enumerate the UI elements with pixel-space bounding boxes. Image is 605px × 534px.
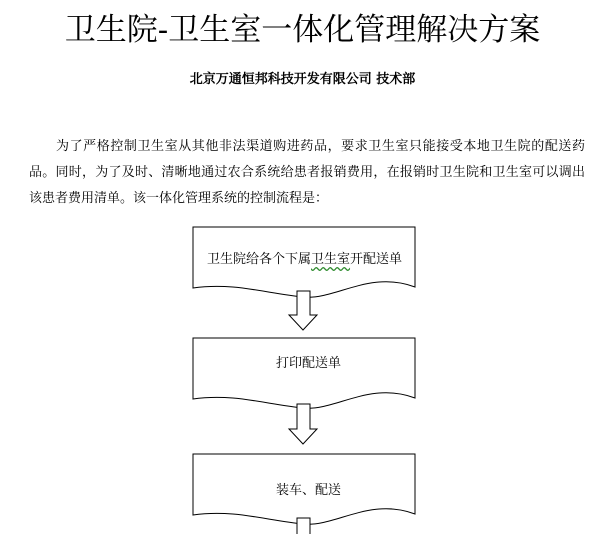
company-subtitle: 北京万通恒邦科技开发有限公司 技术部 — [189, 72, 416, 87]
flow-arrow-2 — [289, 404, 317, 444]
flow-arrow-3 — [297, 518, 310, 534]
intro-paragraph: 为了严格控制卫生室从其他非法渠道购进药品，要求卫生室只能接受本地卫生院的配送药品。同时，为了及时、清晰地通过农合系统给患者报销费用，在报销时卫生院和卫生室可以调出该患者费用清单。该一体化管理系统的控制流程是： — [29, 139, 585, 206]
flow-step-3-label: 装车、配送 — [276, 483, 342, 498]
flow-step-2-label: 打印配送单 — [276, 356, 342, 371]
document-title: 卫生院-卫生室一体化管理解决方案 — [64, 12, 541, 48]
flow-step-1-label: 卫生院给各个下属卫生室开配送单 — [207, 252, 403, 267]
